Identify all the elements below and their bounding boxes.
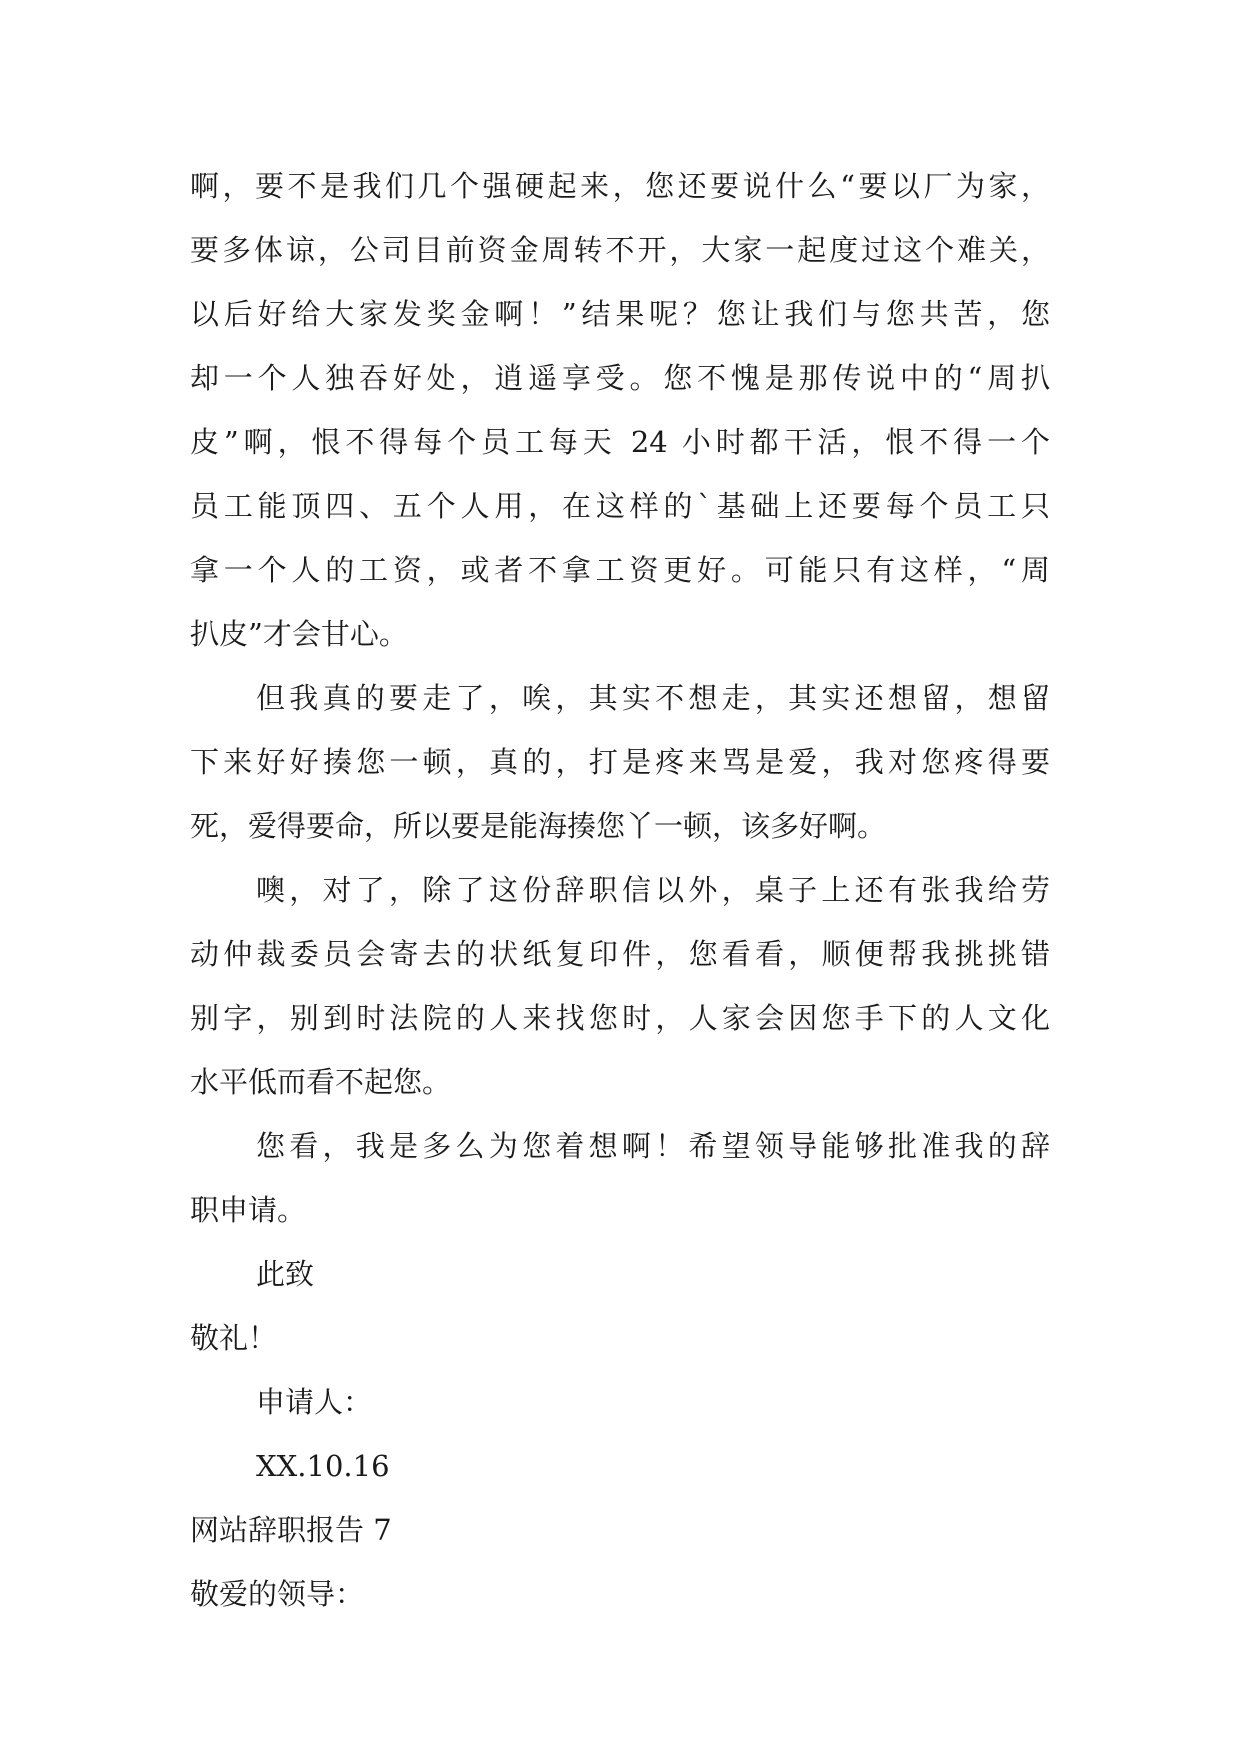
document-body (190, 154, 1050, 1626)
text-line: 扒皮”才会甘心。 (190, 617, 408, 651)
closing-salutation: 此致 (256, 1257, 315, 1291)
text-line: 职申请。 (190, 1193, 307, 1227)
applicant-label: 申请人： (256, 1385, 373, 1419)
closing-regards: 敬礼！ (190, 1321, 278, 1355)
text-line: 水平低而看不起您。 (190, 1065, 452, 1099)
text-line: 别字，别到时法院的人来找您时，人家会因您手下的人文化 (190, 1001, 1050, 1035)
text-line: 死，爱得要命，所以要是能海揍您丫一顿，该多好啊。 (190, 809, 887, 843)
text-line: 拿一个人的工资，或者不拿工资更好。可能只有这样，“周 (190, 553, 1050, 587)
text-line: 动仲裁委员会寄去的状纸复印件，您看看，顺便帮我挑挑错 (190, 937, 1050, 971)
text-line: 却一个人独吞好处，逍遥享受。您不愧是那传说中的“周扒 (190, 361, 1050, 395)
text-line: 啊，要不是我们几个强硬起来，您还要说什么“要以厂为家， (190, 169, 1050, 203)
section-heading: 网站辞职报告 7 (190, 1513, 392, 1547)
text-line: 噢，对了，除了这份辞职信以外，桌子上还有张我给劳 (256, 873, 1050, 907)
text-line: 以后好给大家发奖金啊！”结果呢？您让我们与您共苦，您 (190, 297, 1050, 331)
text-line: 您看，我是多么为您着想啊！希望领导能够批准我的辞 (256, 1129, 1050, 1163)
greeting: 敬爱的领导： (190, 1577, 365, 1611)
text-line: 但我真的要走了，唉，其实不想走，其实还想留，想留 (256, 681, 1050, 715)
text-line: 下来好好揍您一顿，真的，打是疼来骂是爱，我对您疼得要 (190, 745, 1050, 779)
text-line: 皮”啊，恨不得每个员工每天 24 小时都干活，恨不得一个 (190, 425, 1050, 459)
letter-date: XX.10.16 (256, 1449, 390, 1483)
text-line: 要多体谅，公司目前资金周转不开，大家一起度过这个难关， (190, 233, 1050, 267)
text-line: 员工能顶四、五个人用，在这样的`基础上还要每个员工只 (190, 489, 1050, 523)
